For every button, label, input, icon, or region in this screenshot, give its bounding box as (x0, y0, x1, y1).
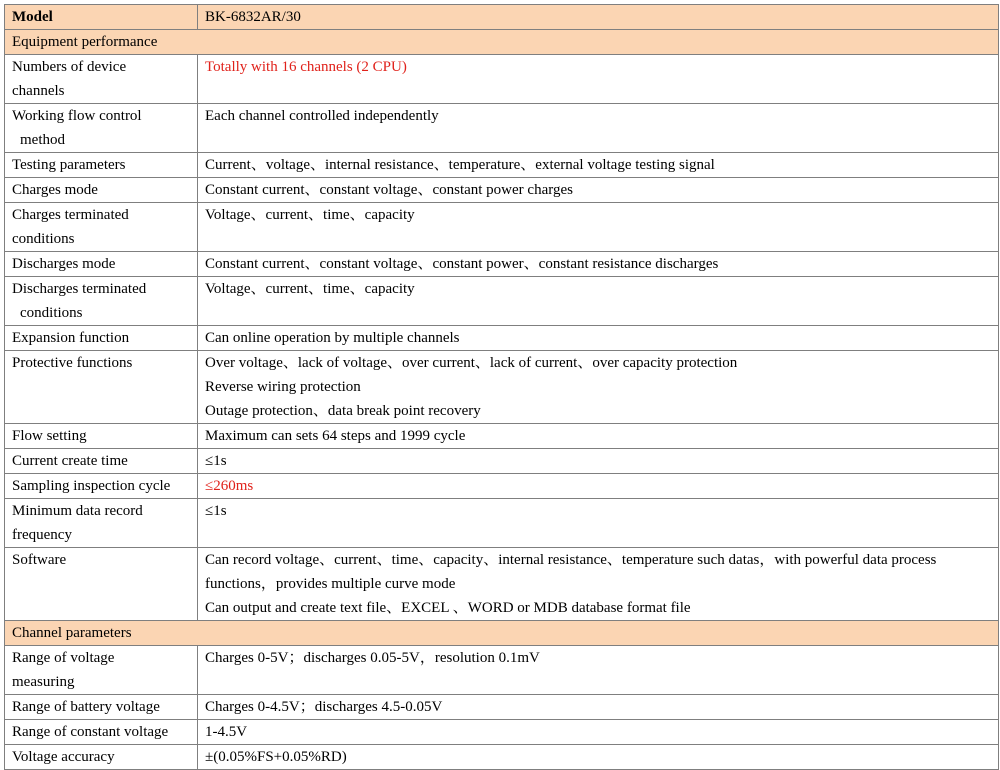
param-name: Testing parameters (5, 153, 198, 178)
table-row (5, 153, 999, 178)
param-name: Current create time (5, 449, 198, 474)
param-value: Each channel controlled independently (198, 104, 999, 153)
model-value: BK-6832AR/30 (198, 5, 999, 30)
table-row (5, 351, 999, 424)
param-name: Range of constant voltage (5, 720, 198, 745)
model-label: Model (5, 5, 198, 30)
param-value: Voltage、current、time、capacity (198, 277, 999, 326)
table-row (5, 646, 999, 695)
param-name: Discharges terminated conditions (5, 277, 198, 326)
table-row (5, 252, 999, 277)
table-row (5, 424, 999, 449)
param-name: Numbers of device channels (5, 55, 198, 104)
table-row (5, 695, 999, 720)
spec-table (4, 4, 999, 770)
param-name: Range of battery voltage (5, 695, 198, 720)
table-row (5, 548, 999, 621)
param-value: Current、voltage、internal resistance、temperature、external voltage testing signal (198, 153, 999, 178)
param-value: ≤1s (198, 499, 999, 548)
param-name: Charges mode (5, 178, 198, 203)
param-name: Range of voltage measuring (5, 646, 198, 695)
param-value: Can record voltage、current、time、capacity、internal resistance、temperature such datas，with powerful data process functions，provides multiple curve mode Can output and create text file、EXCEL 、WORD or MDB database format file (198, 548, 999, 621)
param-value: Can online operation by multiple channels (198, 326, 999, 351)
section-title-channel: Channel parameters (5, 621, 999, 646)
param-name: Minimum data record frequency (5, 499, 198, 548)
param-value: Charges 0-5V；discharges 0.05-5V，resolution 0.1mV (198, 646, 999, 695)
param-value: Maximum can sets 64 steps and 1999 cycle (198, 424, 999, 449)
param-name: Working flow control method (5, 104, 198, 153)
param-name: Flow setting (5, 424, 198, 449)
table-row (5, 104, 999, 153)
param-name: Voltage accuracy (5, 745, 198, 770)
param-value: Charges 0-4.5V；discharges 4.5-0.05V (198, 695, 999, 720)
param-name: Discharges mode (5, 252, 198, 277)
param-name: Expansion function (5, 326, 198, 351)
table-row (5, 720, 999, 745)
param-name: Software (5, 548, 198, 621)
model-row (5, 5, 999, 30)
table-row (5, 55, 999, 104)
param-value: ±(0.05%FS+0.05%RD) (198, 745, 999, 770)
table-row (5, 745, 999, 770)
param-value: ≤1s (198, 449, 999, 474)
table-row (5, 203, 999, 252)
table-row (5, 277, 999, 326)
table-row (5, 474, 999, 499)
section-header-equipment (5, 30, 999, 55)
table-row (5, 499, 999, 548)
table-row (5, 178, 999, 203)
param-value: Constant current、constant voltage、constant power charges (198, 178, 999, 203)
param-name: Sampling inspection cycle (5, 474, 198, 499)
section-title-equipment: Equipment performance (5, 30, 999, 55)
param-value: 1-4.5V (198, 720, 999, 745)
param-name: Protective functions (5, 351, 198, 424)
table-row (5, 449, 999, 474)
param-value: ≤260ms (198, 474, 999, 499)
param-name: Charges terminated conditions (5, 203, 198, 252)
param-value: Constant current、constant voltage、constant power、constant resistance discharges (198, 252, 999, 277)
table-row (5, 326, 999, 351)
param-value: Over voltage、lack of voltage、over current、lack of current、over capacity protection Reverse wiring protection Outage protection、data break point recovery (198, 351, 999, 424)
param-value: Voltage、current、time、capacity (198, 203, 999, 252)
section-header-channel (5, 621, 999, 646)
param-value: Totally with 16 channels (2 CPU) (198, 55, 999, 104)
